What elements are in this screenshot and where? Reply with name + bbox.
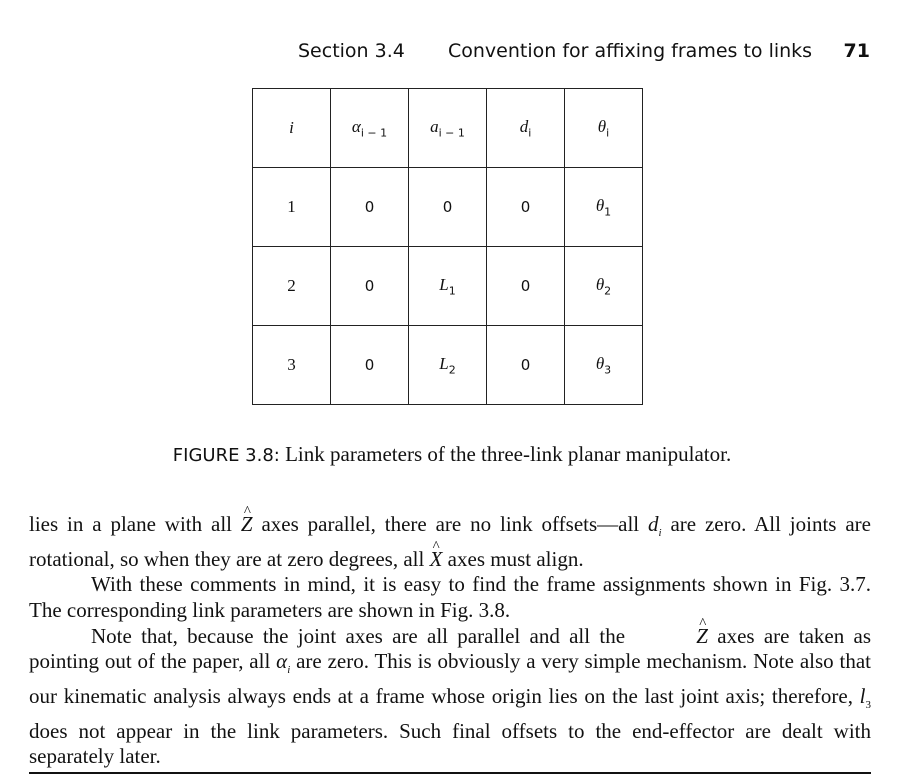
text-run: lies in a plane with all (29, 512, 241, 536)
cell-symbol: 0 (364, 277, 375, 295)
cell-symbol: 0 (520, 356, 531, 374)
table-cell (331, 89, 409, 168)
link-parameters-table (252, 88, 643, 405)
table-row (253, 326, 643, 405)
table-cell (253, 247, 331, 326)
body-text (29, 512, 871, 770)
figure-caption-text: Link parameters of the three-link planar manipulator. (279, 442, 732, 466)
text-run: axes must align. (442, 546, 584, 571)
table-cell (409, 168, 487, 247)
section-label: Section 3.4 (298, 40, 405, 62)
cell-subscript: 1 (604, 205, 612, 219)
table-cell (487, 168, 565, 247)
table-cell (565, 247, 643, 326)
table-cell (331, 168, 409, 247)
d-symbol: d (648, 512, 659, 536)
cell-subscript: i (606, 126, 610, 140)
table-cell (253, 89, 331, 168)
cell-subscript: i − 1 (438, 126, 465, 140)
cell-symbol: 3 (287, 355, 296, 374)
text-run: are zero. This is obviously a very simple mechanism. Note also that our kinematic analysis always ends at a frame whose origin lies on the last joint axis; therefore, (29, 649, 871, 708)
cell-symbol: θ (595, 274, 605, 294)
text-run: axes parallel, there are no link offsets—all (252, 512, 649, 536)
cell-symbol: a (430, 116, 439, 136)
table-cell (409, 89, 487, 168)
cell-symbol: 0 (442, 198, 453, 216)
cell-symbol: 0 (520, 277, 531, 295)
x-hat-symbol: ^ X (430, 547, 443, 573)
cell-symbol: 0 (364, 198, 375, 216)
cell-subscript: 1 (448, 284, 456, 298)
table-cell (565, 326, 643, 405)
cell-symbol: 0 (520, 198, 531, 216)
cell-symbol: θ (595, 195, 605, 215)
alpha-subscript: i (287, 664, 291, 677)
table-row (253, 168, 643, 247)
table-cell (487, 89, 565, 168)
cell-symbol: d (519, 116, 529, 136)
cell-symbol: 1 (287, 197, 296, 216)
cell-symbol: 0 (364, 356, 375, 374)
d-subscript: i (658, 527, 662, 540)
running-header (298, 40, 878, 68)
cell-symbol: θ (595, 353, 605, 373)
table-cell (487, 326, 565, 405)
cell-subscript: 2 (448, 363, 456, 377)
bottom-rule (29, 772, 871, 774)
alpha-symbol: α (276, 649, 288, 674)
table-cell (565, 89, 643, 168)
cell-subscript: 3 (604, 363, 612, 377)
cell-symbol: θ (597, 116, 607, 136)
paragraph (29, 512, 871, 572)
paragraph (29, 624, 871, 770)
table-cell (331, 247, 409, 326)
cell-symbol: 2 (287, 276, 296, 295)
l-symbol: l (859, 683, 866, 708)
text-run: does not appear in the link parameters. Such final offsets to the end-effector are dealt with separately later. (29, 718, 871, 769)
z-hat-symbol: ^ Z (634, 624, 708, 650)
table-header-row (253, 89, 643, 168)
page-number: 71 (843, 40, 870, 62)
table-cell (253, 168, 331, 247)
table-row (253, 247, 643, 326)
table-cell (409, 247, 487, 326)
table-cell (331, 326, 409, 405)
cell-subscript: i (528, 126, 532, 140)
text-run: are zero. All joints are rotational, so when they are at zero degrees, all (29, 512, 871, 571)
running-title: Convention for affixing frames to links (448, 40, 813, 62)
table-cell (487, 247, 565, 326)
l-subscript: 3 (865, 699, 871, 712)
table-cell (409, 326, 487, 405)
cell-symbol: i (289, 118, 294, 137)
text-run: Note that, because the joint axes are all parallel and all the (91, 623, 635, 648)
figure-caption (0, 442, 904, 467)
paragraph: With these comments in mind, it is easy to find the frame assignments shown in Fig. 3.7. The corresponding link parameters are shown in Fig. 3.8. (29, 572, 871, 622)
cell-symbol: L (439, 353, 449, 373)
cell-symbol: α (351, 116, 361, 136)
z-hat-symbol: ^ Z (241, 512, 253, 538)
table-cell (565, 168, 643, 247)
text-run: axes are taken as pointing out of the paper, all (29, 623, 871, 674)
cell-subscript: i − 1 (360, 126, 388, 140)
cell-subscript: 2 (604, 284, 612, 298)
cell-symbol: L (439, 274, 449, 294)
table-cell (253, 326, 331, 405)
figure-label: FIGURE 3.8: (172, 445, 280, 466)
